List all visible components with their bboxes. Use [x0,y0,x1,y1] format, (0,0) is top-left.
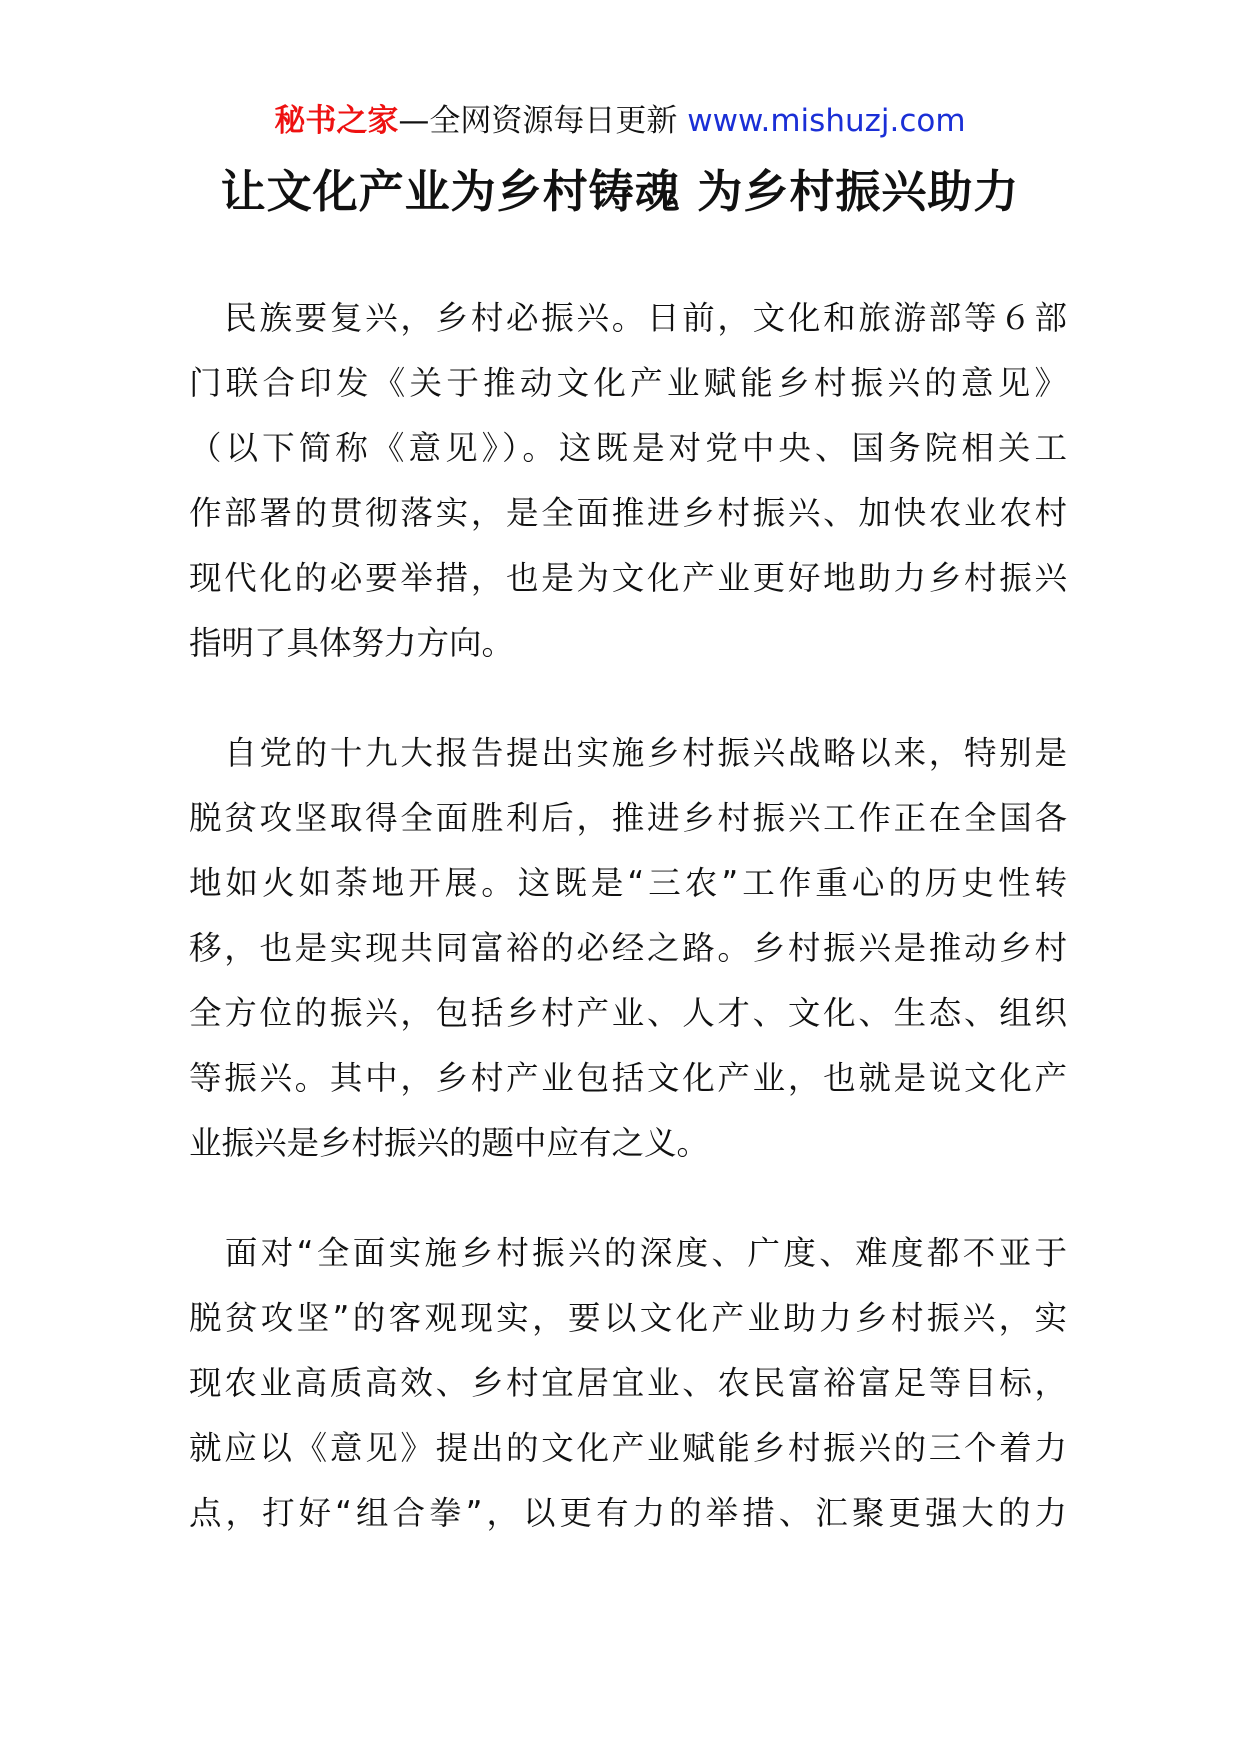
paragraph-3 [189,1221,1067,1546]
paragraph-line: 移，也是实现共同富裕的必经之路。乡村振兴是推动乡村 [189,929,1067,967]
paragraph-line: 指明了具体努力方向。 [189,624,515,662]
paragraph-line: 脱贫攻坚”的客观现实，要以文化产业助力乡村振兴，实 [189,1299,1067,1337]
document-title: 让文化产业为乡村铸魂 为乡村振兴助力 [220,165,1020,218]
site-header [0,100,1240,142]
site-name: 秘书之家 [274,103,399,139]
paragraph-line: （以下简称《意见》）。这既是对党中央、国务院相关工 [189,429,1067,467]
paragraph-2 [189,721,1067,1176]
document-body [189,286,1067,1591]
paragraph-line: 作部署的贯彻落实，是全面推进乡村振兴、加快农业农村 [189,494,1067,532]
paragraph-1 [189,286,1067,676]
paragraph-line: 点，打好“组合拳”，以更有力的举措、汇聚更强大的力 [189,1494,1067,1532]
paragraph-line: 面对“全面实施乡村振兴的深度、广度、难度都不亚于 [189,1234,1067,1272]
paragraph-line: 脱贫攻坚取得全面胜利后，推进乡村振兴工作正在全国各 [189,799,1067,837]
paragraph-line: 门联合印发《关于推动文化产业赋能乡村振兴的意见》 [189,364,1067,402]
paragraph-line: 地如火如荼地开展。这既是“三农”工作重心的历史性转 [189,864,1067,902]
paragraph-line: 现农业高质高效、乡村宜居宜业、农民富裕富足等目标， [189,1364,1067,1402]
paragraph-line: 自党的十九大报告提出实施乡村振兴战略以来，特别是 [189,734,1067,772]
paragraph-line: 业振兴是乡村振兴的题中应有之义。 [189,1124,710,1162]
paragraph-line: 民族要复兴，乡村必振兴。日前，文化和旅游部等６部 [189,299,1067,337]
site-url-link[interactable]: www.mishuzj.com [687,103,966,139]
paragraph-line: 全方位的振兴，包括乡村产业、人才、文化、生态、组织 [189,994,1067,1032]
site-tagline: —全网资源每日更新 [398,103,678,139]
paragraph-line: 等振兴。其中，乡村产业包括文化产业，也就是说文化产 [189,1059,1067,1097]
paragraph-line: 现代化的必要举措，也是为文化产业更好地助力乡村振兴 [189,559,1067,597]
paragraph-line: 就应以《意见》提出的文化产业赋能乡村振兴的三个着力 [189,1429,1067,1467]
